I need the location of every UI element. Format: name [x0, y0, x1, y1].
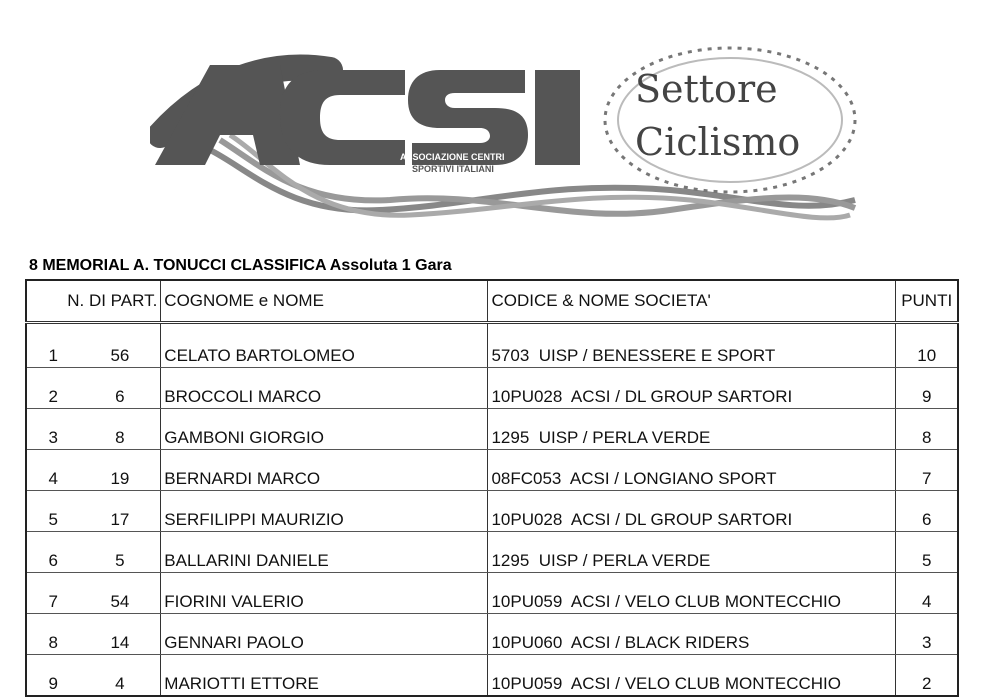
cell-bib: 56 [80, 323, 161, 368]
col-team: CODICE & NOME SOCIETA' [488, 280, 896, 323]
cell-name: SERFILIPPI MAURIZIO [161, 491, 488, 532]
cell-points: 2 [896, 655, 958, 697]
cell-name: FIORINI VALERIO [161, 573, 488, 614]
cell-position: 3 [26, 409, 80, 450]
col-points: PUNTI [896, 280, 958, 323]
cell-name: CELATO BARTOLOMEO [161, 323, 488, 368]
table-row [26, 323, 958, 368]
cell-name: BERNARDI MARCO [161, 450, 488, 491]
page-title [29, 257, 452, 275]
table-row [26, 614, 958, 655]
title-sub: Assoluta 1 Gara [329, 257, 452, 274]
cell-name: GENNARI PAOLO [161, 614, 488, 655]
table-row [26, 573, 958, 614]
cell-name: GAMBONI GIORGIO [161, 409, 488, 450]
cell-points: 7 [896, 450, 958, 491]
cell-name: BALLARINI DANIELE [161, 532, 488, 573]
title-main: 8 MEMORIAL A. TONUCCI CLASSIFICA [29, 257, 326, 274]
cell-position: 8 [26, 614, 80, 655]
cell-team: 1295 UISP / PERLA VERDE [488, 532, 896, 573]
table-row [26, 409, 958, 450]
cell-bib: 5 [80, 532, 161, 573]
cell-position: 4 [26, 450, 80, 491]
cell-team: 10PU059 ACSI / VELO CLUB MONTECCHIO [488, 573, 896, 614]
acsi-logo [150, 40, 870, 255]
table-row [26, 450, 958, 491]
cell-points: 6 [896, 491, 958, 532]
cell-points: 9 [896, 368, 958, 409]
cell-position: 1 [26, 323, 80, 368]
cell-bib: 8 [80, 409, 161, 450]
col-name: COGNOME e NOME [161, 280, 488, 323]
cell-team: 1295 UISP / PERLA VERDE [488, 409, 896, 450]
cell-name: BROCCOLI MARCO [161, 368, 488, 409]
cell-bib: 19 [80, 450, 161, 491]
table-row [26, 368, 958, 409]
cell-points: 3 [896, 614, 958, 655]
col-participant: N. DI PART. [26, 280, 161, 323]
cell-team: 10PU060 ACSI / BLACK RIDERS [488, 614, 896, 655]
cell-position: 7 [26, 573, 80, 614]
cell-team: 10PU028 ACSI / DL GROUP SARTORI [488, 368, 896, 409]
cell-bib: 14 [80, 614, 161, 655]
cell-points: 8 [896, 409, 958, 450]
cell-points: 4 [896, 573, 958, 614]
logo-line1: ASSOCIAZIONE CENTRI [400, 152, 505, 162]
cell-position: 6 [26, 532, 80, 573]
cell-bib: 54 [80, 573, 161, 614]
cell-position: 2 [26, 368, 80, 409]
cell-points: 10 [896, 323, 958, 368]
cell-position: 9 [26, 655, 80, 697]
cell-position: 5 [26, 491, 80, 532]
seal-line1: Settore [635, 67, 778, 111]
results-table [25, 279, 959, 697]
table-row [26, 655, 958, 697]
cell-bib: 17 [80, 491, 161, 532]
header-row [26, 280, 958, 323]
cell-team: 10PU028 ACSI / DL GROUP SARTORI [488, 491, 896, 532]
cell-bib: 6 [80, 368, 161, 409]
cell-bib: 4 [80, 655, 161, 697]
cell-team: 08FC053 ACSI / LONGIANO SPORT [488, 450, 896, 491]
table-row [26, 532, 958, 573]
cell-team: 10PU059 ACSI / VELO CLUB MONTECCHIO [488, 655, 896, 697]
cell-points: 5 [896, 532, 958, 573]
logo-line2: SPORTIVI ITALIANI [412, 164, 494, 174]
seal-line2: Ciclismo [635, 120, 801, 164]
cell-team: 5703 UISP / BENESSERE E SPORT [488, 323, 896, 368]
cell-name: MARIOTTI ETTORE [161, 655, 488, 697]
table-row [26, 491, 958, 532]
